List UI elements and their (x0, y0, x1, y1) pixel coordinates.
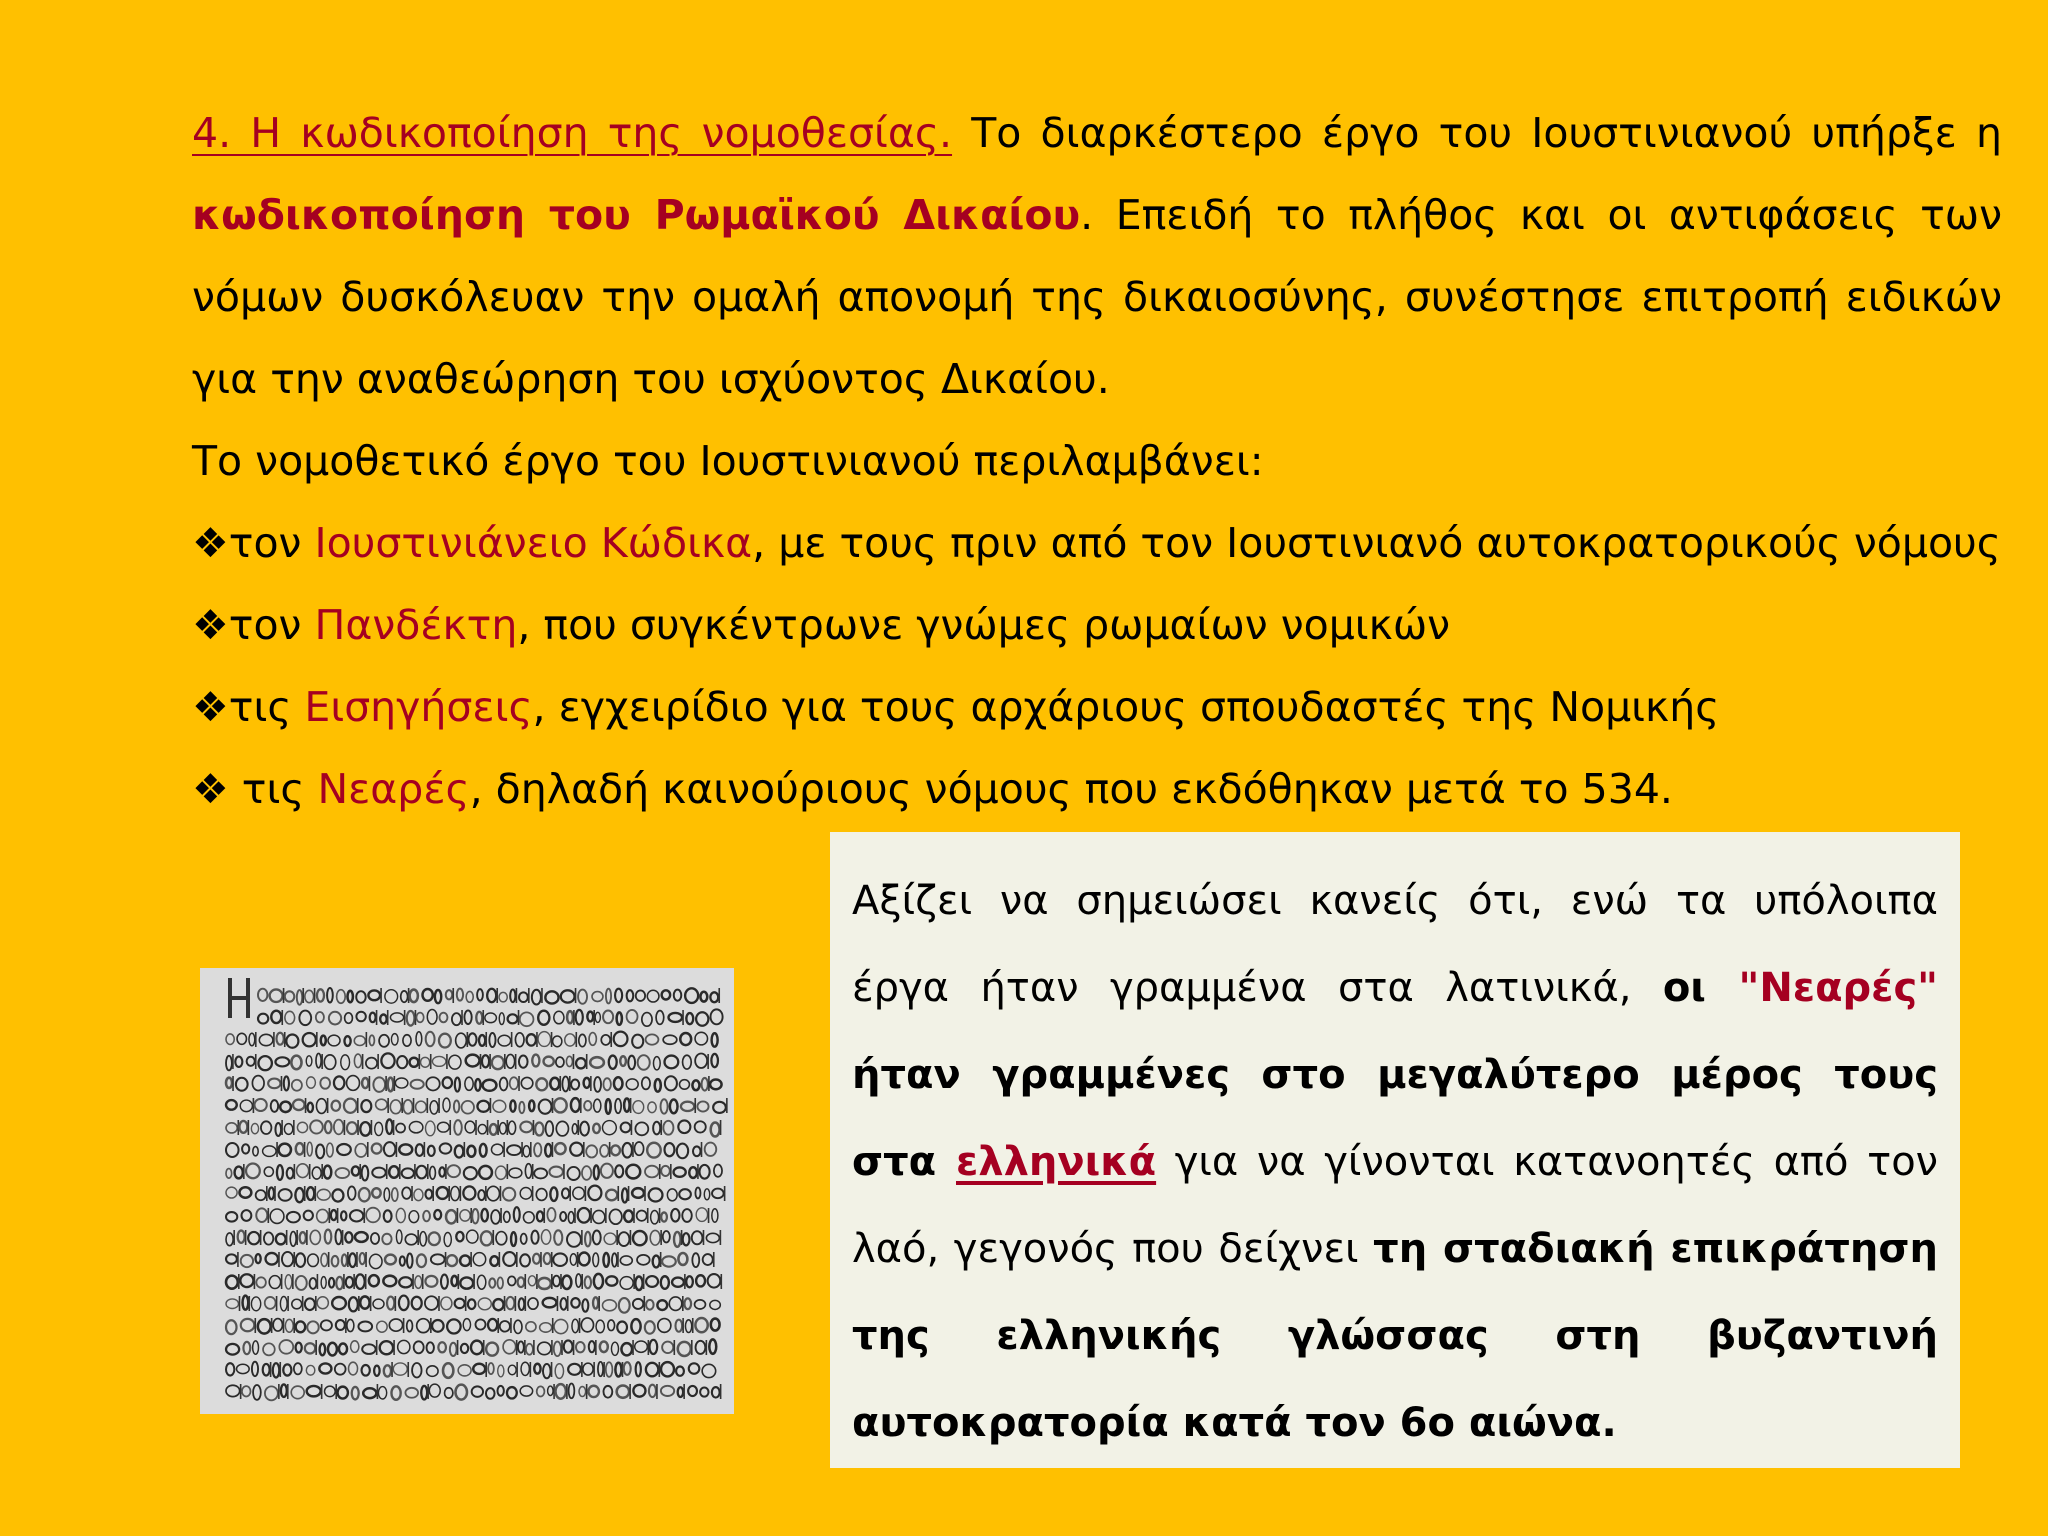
list-item-pre: τις (228, 765, 318, 813)
manuscript-image (200, 968, 734, 1414)
bullet-icon: ❖ (192, 601, 229, 649)
list-intro: Το νομοθετικό έργο του Ιουστινιανού περιλαμβάνει: (192, 437, 1264, 485)
list-item-term: Νεαρές (317, 765, 470, 813)
list-item (192, 502, 2002, 584)
list-item-term: Πανδέκτη (314, 601, 518, 649)
list-item-post: , εγχειρίδιο για τους αρχάριους σπουδαστές της Νομικής (532, 683, 1720, 731)
list-item-post: , με τους πριν από τον Ιουστινιανό αυτοκρατορικούς νόμους (752, 519, 2001, 567)
list-item-term: Εισηγήσεις (304, 683, 533, 731)
manuscript-text-texture (200, 968, 734, 1414)
list-item-post: , δηλαδή καινούριους νόμους που εκδόθηκαν μετά το 534. (469, 765, 1673, 813)
list-item-pre: τις (228, 683, 305, 731)
bullet-icon: ❖ (192, 765, 229, 813)
list-item-pre: τον (228, 519, 315, 567)
intro-text-1: Το διαρκέστερο έργο του Ιουστινιανού υπήρξε η (952, 109, 2002, 157)
note-bold-3: τη σταδιακή επικράτηση της ελληνικής γλώσσας στη βυζαντινή αυτοκρατορία κατά τον 6ο αιώνα. (852, 1226, 1938, 1446)
list-item-post: , που συγκέντρωνε γνώμες ρωμαίων νομικών (517, 601, 1451, 649)
list-item (192, 584, 2002, 666)
list-item-pre: τον (228, 601, 315, 649)
intro-text-2: . Επειδή το πλήθος και οι αντιφάσεις των νόμων δυσκόλευαν την ομαλή απονομή της δικαιοσύνης, συνέστησε επιτροπή ειδικών για την αναθεώρηση του ισχύοντος Δικαίου. (192, 191, 2002, 403)
bullet-icon: ❖ (192, 519, 229, 567)
note-text-1: Αξίζει να σημειώσει κανείς ότι, ενώ τα υπόλοιπα έργα ήταν γραμμένα στα λατινικά, (852, 878, 1938, 1011)
intro-paragraph (192, 92, 2002, 420)
section-heading: 4. Η κωδικοποίηση της νομοθεσίας. (192, 109, 953, 157)
list-item (192, 666, 2002, 748)
list-item-term: Ιουστινιάνειο Κώδικα (314, 519, 753, 567)
bullet-icon: ❖ (192, 683, 229, 731)
intro-bold-term: κωδικοποίηση του Ρωμαϊκού Δικαίου (192, 191, 1081, 239)
note-text-2: για να γίνονται κατανοητές από τον λαό, γεγονός που δείχνει (852, 1139, 1939, 1272)
note-bold-1: οι (1662, 965, 1739, 1011)
note-quote-term: "Νεαρές" (1738, 965, 1938, 1011)
note-bold-2: ήταν γραμμένες στο μεγαλύτερο μέρος τους στα (852, 1052, 1938, 1185)
list-item (192, 748, 2002, 830)
note-box (830, 832, 1960, 1468)
note-greek-term: ελληνικά (956, 1139, 1157, 1185)
main-text (192, 92, 2002, 830)
